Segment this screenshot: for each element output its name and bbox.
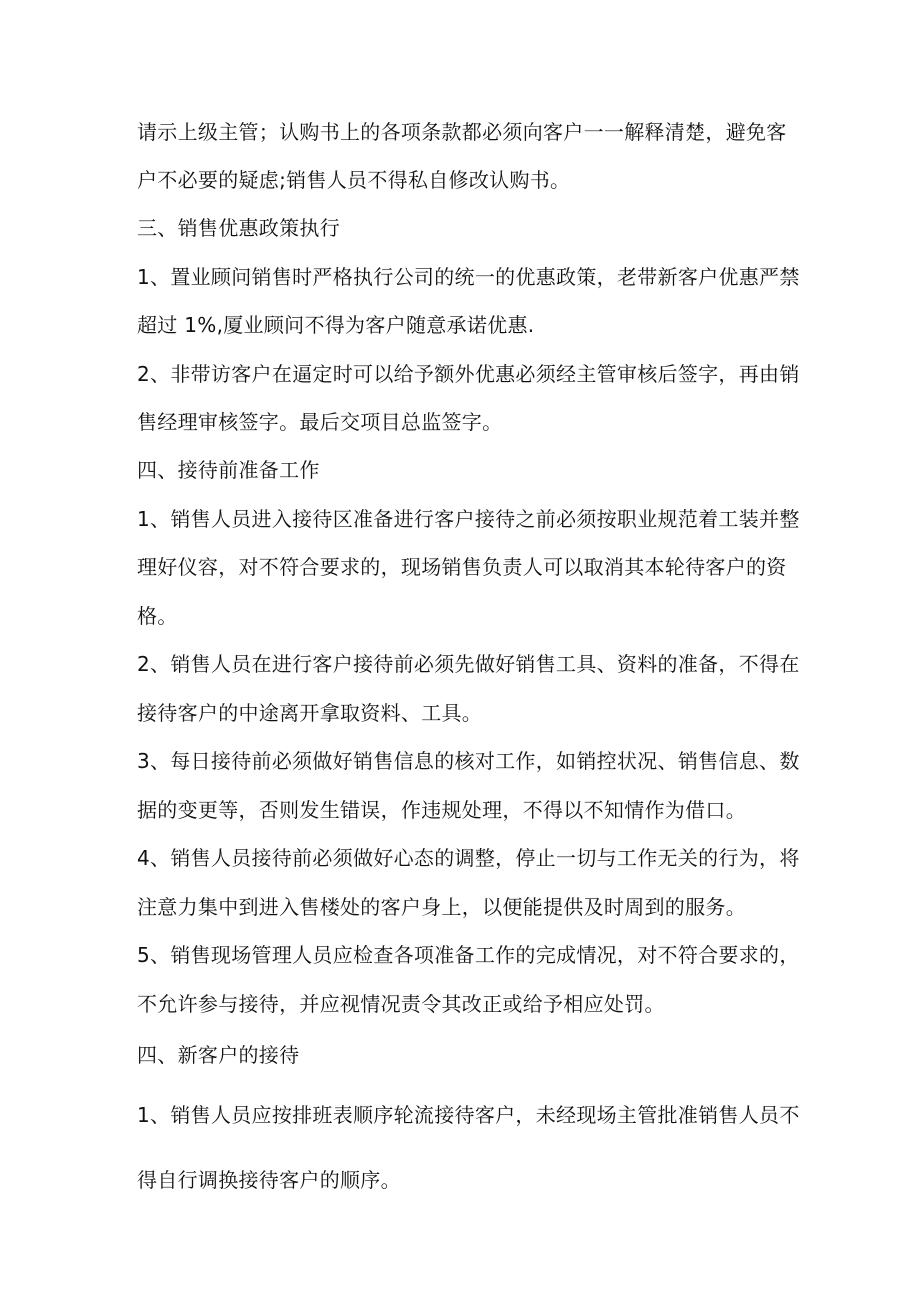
text-line: 接待客户的中途离开拿取资料、工具。 — [137, 701, 483, 725]
text-line: 据的变更等，否则发生错误，作违规处理，不得以不知情作为借口。 — [137, 798, 746, 822]
text-line: 1、销售人员进入接待区准备进行客户接待之前必须按职业规范着工装并整 — [137, 507, 800, 531]
text-line: 2、销售人员在进行客户接待前必须先做好销售工具、资料的准备，不得在 — [137, 652, 800, 676]
text-line: 售经理审核签字。最后交项目总监签字。 — [137, 410, 503, 434]
text-line: 户不必要的疑虑;销售人员不得私自修改认购书。 — [137, 168, 571, 192]
text-line: 格。 — [137, 604, 178, 628]
text-line: 2、非带访客户在逼定时可以给予额外优惠必须经主管审核后签字，再由销 — [137, 362, 800, 386]
text-line: 3、每日接待前必须做好销售信息的核对工作，如销控状况、销售信息、数 — [137, 749, 800, 773]
section-heading: 四、接待前准备工作 — [137, 458, 320, 482]
text-line: 得自行调换接待客户的顺序。 — [137, 1168, 401, 1192]
text-line: 请示上级主管；认购书上的各项条款都必须向客户一一解释清楚，避免客 — [137, 120, 787, 144]
section-heading: 四、新客户的接待 — [137, 1043, 300, 1067]
text-line: 超过 1%,厦业顾问不得为客户随意承诺优惠. — [137, 313, 535, 337]
text-line: 理好仪容，对不符合要求的，现场销售负责人可以取消其本轮待客户的资 — [137, 555, 787, 579]
section-heading: 三、销售优惠政策执行 — [137, 216, 340, 240]
text-line: 1、销售人员应按排班表顺序轮流接待客户，未经现场主管批准销售人员不 — [137, 1103, 800, 1127]
text-line: 4、销售人员接待前必须做好心态的调整，停止一切与工作无关的行为，将 — [137, 846, 800, 870]
text-line: 5、销售现场管理人员应检查各项准备工作的完成情况，对不符合要求的， — [137, 943, 800, 967]
text-line: 注意力集中到进入售楼处的客户身上，以便能提供及时周到的服务。 — [137, 895, 746, 919]
text-line: 不允许参与接待，并应视情况责令其改正或给予相应处罚。 — [137, 992, 665, 1016]
text-line: 1、置业顾问销售时严格执行公司的统一的优惠政策，老带新客户优惠严禁 — [137, 265, 800, 289]
